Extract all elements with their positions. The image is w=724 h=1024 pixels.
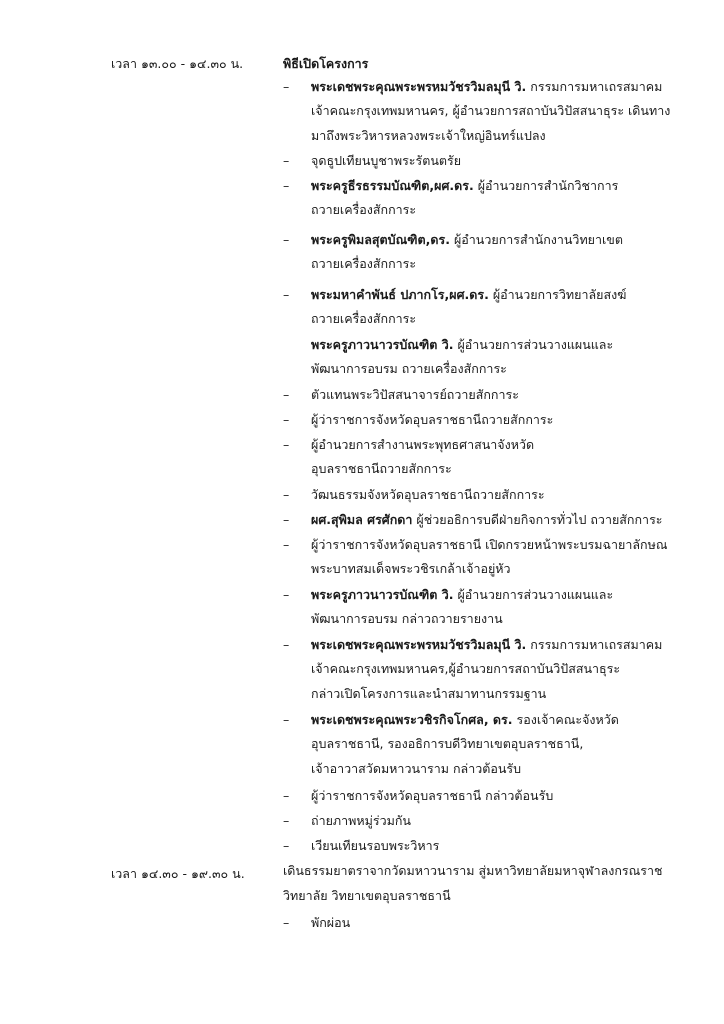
- list-item: [283, 75, 671, 148]
- list-item: [283, 508, 663, 532]
- bullet-dash: –: [283, 437, 290, 452]
- item-text: วัฒนธรรมจังหวัดอุบลราชธานีถวายสักการะ: [311, 487, 545, 502]
- item-text: ผู้อำนวยการวิทยาลัยสงฆ์: [488, 287, 627, 302]
- item-text: ถ่ายภาพหมู่ร่วมกัน: [311, 813, 411, 828]
- item-text: จุดธูปเทียนบูชาพระรัตนตรัย: [311, 153, 462, 168]
- bullet-dash: –: [283, 813, 290, 828]
- item-bold: พระครูธีรธรรมบัณฑิต,ผศ.ดร.: [311, 178, 474, 193]
- item-text: ผู้อำนวยการส่วนวางแผนและ: [453, 337, 614, 352]
- item-text: พักผ่อน: [311, 915, 351, 930]
- item-continuation: อุบลราชธานีถวายสักการะ: [311, 461, 452, 477]
- item-text: ผู้ว่าราชการจังหวัดอุบลราชธานีถวายสักการะ: [311, 412, 554, 427]
- item-text: ผู้อำนวยการสำนักวิชาการ: [473, 178, 619, 193]
- item-bold: พระเดชพระคุณพระพรหมวัชรวิมลมุนี วิ.: [311, 637, 527, 652]
- list-item: [283, 834, 663, 858]
- item-continuation: มาถึงพระวิหารหลวงพระเจ้าใหญ่อินทร์แปลง: [311, 127, 546, 143]
- bullet-dash: –: [283, 287, 290, 302]
- bullet-dash: –: [283, 487, 290, 502]
- bullet-dash: –: [283, 232, 290, 247]
- item-continuation: เจ้าอาวาสวัดมหาวนาราม กล่าวต้อนรับ: [311, 760, 522, 776]
- bullet-dash: –: [283, 79, 290, 94]
- item-text: ผู้ช่วยอธิการบดีฝ่ายกิจการทั่วไป ถวายสักการะ: [412, 512, 663, 527]
- item-bold: พระเดชพระคุณพระพรหมวัชรวิมลมุนี วิ.: [311, 79, 527, 94]
- item-text: ผู้ว่าราชการจังหวัดอุบลราชธานี กล่าวต้อนรับ: [311, 788, 554, 803]
- bullet-dash: –: [283, 387, 290, 402]
- list-item: [283, 483, 663, 507]
- session-2-line-2: วิทยาลัย วิทยาเขตอุบลราชธานี: [283, 888, 451, 903]
- item-continuation: ถวายเครื่องสักการะ: [311, 311, 417, 327]
- list-item: [283, 408, 663, 432]
- item-text: เวียนเทียนรอบพระวิหาร: [311, 838, 440, 853]
- item-continuation: กล่าวเปิดโครงการและนำสมาทานกรรมฐาน: [311, 685, 547, 701]
- item-continuation: พัฒนาการอบรม กล่าวถวายรายงาน: [311, 611, 503, 627]
- session-2-line-1: เดินธรรมยาตราจากวัดมหาวนาราม สู่มหาวิทยาลัยมหาจุฬาลงกรณราช: [283, 863, 663, 878]
- bullet-dash: –: [283, 712, 290, 727]
- item-continuation: อุบลราชธานี, รองอธิการบดีวิทยาเขตอุบลราชธานี,: [311, 736, 584, 752]
- item-text: รองเจ้าคณะจังหวัด: [512, 712, 619, 727]
- item-bold: พระเดชพระคุณพระวชิรกิจโกศล, ดร.: [311, 712, 513, 727]
- item-bold: พระครูพิมลสุตบัณฑิต,ดร.: [311, 232, 450, 247]
- list-item: [283, 633, 663, 706]
- item-bold: พระครูภาวนาวรบัณฑิต วิ.: [311, 337, 454, 352]
- bullet-dash: –: [283, 512, 290, 527]
- bullet-dash: –: [283, 412, 290, 427]
- bullet-dash: –: [283, 838, 290, 853]
- list-item: [283, 149, 663, 173]
- list-item: [283, 433, 663, 482]
- item-continuation: พระบาทสมเด็จพระวชิรเกล้าเจ้าอยู่หัว: [311, 561, 511, 577]
- item-continuation: เจ้าคณะกรุงเทพมหานคร,ผู้อำนวยการสถาบันวิปัสสนาธุระ: [311, 661, 621, 677]
- item-continuation: ถวายเครื่องสักการะ: [311, 256, 417, 272]
- list-item: [283, 784, 663, 808]
- list-item: [283, 383, 663, 407]
- bullet-dash: –: [283, 915, 290, 930]
- list-item: [283, 583, 663, 632]
- list-item: [283, 174, 663, 223]
- bullet-dash: –: [283, 178, 290, 193]
- item-text: ผู้อำนวยการสำนักงานวิทยาเขต: [449, 232, 623, 247]
- bullet-dash: –: [283, 587, 290, 602]
- bullet-dash: –: [283, 153, 290, 168]
- item-bold: ผศ.สุพิมล ศรศักดา: [311, 512, 413, 527]
- item-continuation: เจ้าคณะกรุงเทพมหานคร, ผู้อำนวยการสถาบันวิปัสสนาธุระ เดินทาง: [311, 103, 671, 119]
- session-1-time: เวลา ๑๓.๐๐ - ๑๔.๓๐ น.: [111, 56, 244, 71]
- list-item: [283, 809, 663, 833]
- item-text: ผู้อำนวยการส่วนวางแผนและ: [453, 587, 614, 602]
- item-text: ตัวแทนพระวิปัสสนาจารย์ถวายสักการะ: [311, 387, 519, 402]
- bullet-dash: –: [283, 637, 290, 652]
- bullet-dash: –: [283, 537, 290, 552]
- item-bold: พระมหาคำพันธ์ ปภากโร,ผศ.ดร.: [311, 287, 489, 302]
- item-text: กรรมการมหาเถรสมาคม: [526, 79, 663, 94]
- list-item: [283, 708, 663, 781]
- item-continuation: พัฒนาการอบรม ถวายเครื่องสักการะ: [311, 361, 507, 377]
- list-item: [283, 283, 663, 332]
- item-continuation: ถวายเครื่องสักการะ: [311, 202, 417, 218]
- item-text: กรรมการมหาเถรสมาคม: [526, 637, 663, 652]
- item-text: ผู้อำนวยการสำงานพระพุทธศาสนาจังหวัด: [311, 437, 535, 452]
- item-bold: พระครูภาวนาวรบัณฑิต วิ.: [311, 587, 454, 602]
- list-item: [283, 533, 668, 582]
- list-item: [283, 911, 663, 935]
- list-item-note: [283, 333, 663, 382]
- bullet-dash: –: [283, 788, 290, 803]
- session-1-title: พิธีเปิดโครงการ: [283, 56, 369, 71]
- item-text: ผู้ว่าราชการจังหวัดอุบลราชธานี เปิดกรวยหน้าพระบรมฉายาลักษณ: [311, 537, 668, 552]
- session-2-time: เวลา ๑๔.๓๐ - ๑๙.๓๐ น.: [111, 866, 245, 881]
- list-item: [283, 228, 663, 277]
